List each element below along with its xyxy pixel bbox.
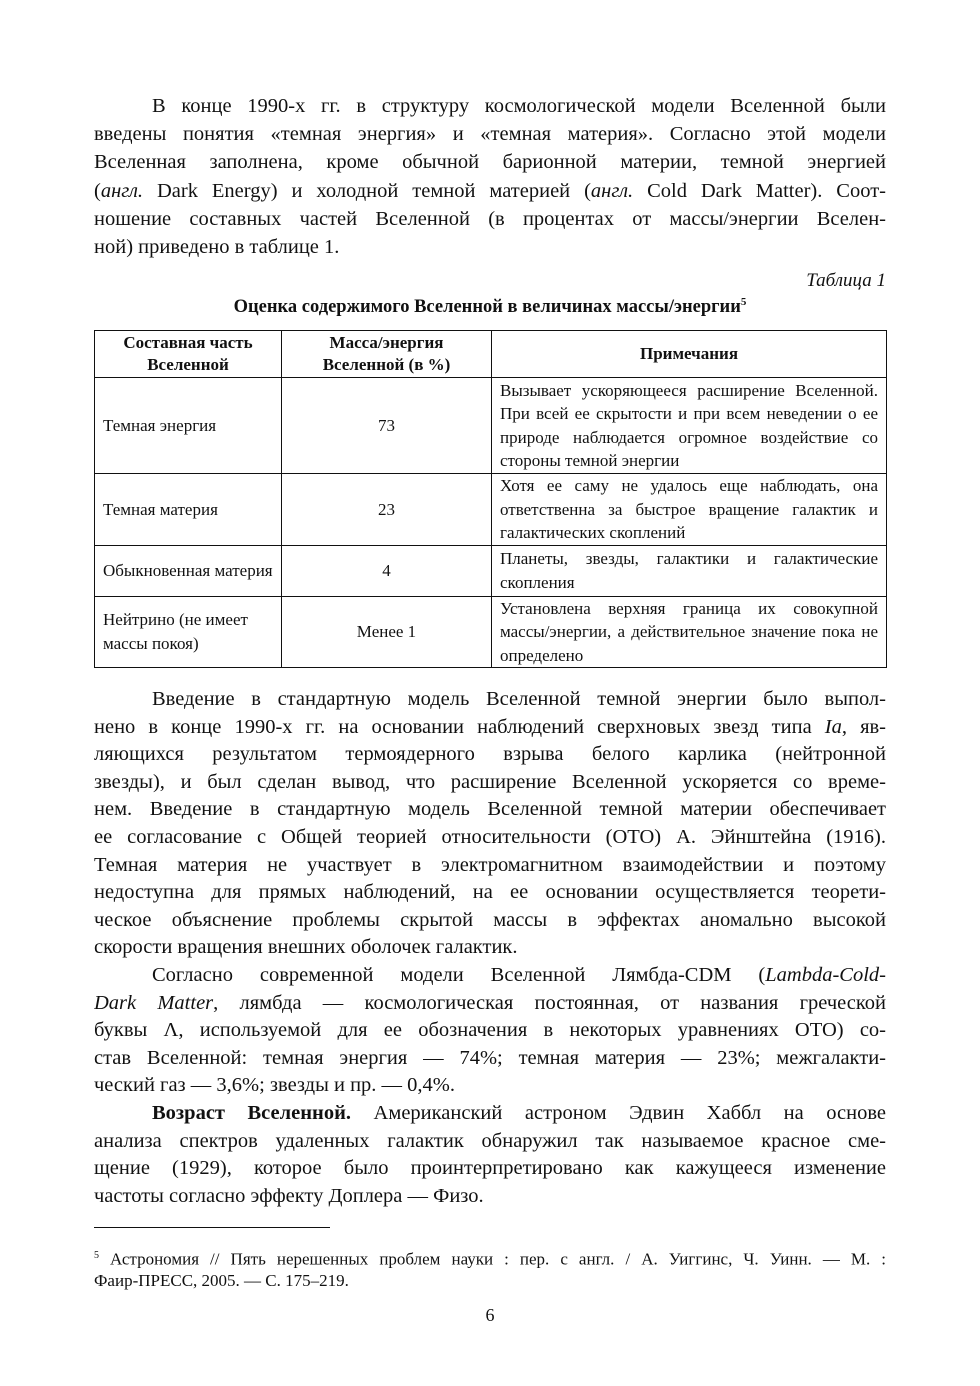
- cell-note: Установлена верхняя граница их совокупной массы/энергии, а действительное значение пока не определено: [492, 596, 887, 668]
- text-line: [94, 852, 886, 880]
- footnote: [94, 1244, 886, 1293]
- text-line: [94, 686, 886, 714]
- cell-value: 23: [282, 474, 492, 546]
- text-line: [94, 177, 886, 205]
- text-line: [94, 1128, 886, 1156]
- text-segment: ее согласование с Общей теорией относительности (ОТО) А. Эйнштейна (1916).: [94, 825, 886, 848]
- footnote-ref: 5: [740, 296, 747, 308]
- text-segment: ной) приведено в таблице 1.: [94, 235, 340, 258]
- text-line: [94, 1072, 886, 1100]
- text-line: [94, 741, 886, 769]
- footnote-line: Фаир-ПРЕСС, 2005. — С. 175–219.: [94, 1270, 349, 1290]
- italic-text: англ.: [590, 179, 634, 202]
- universe-composition-table: [94, 330, 887, 668]
- text-segment: буквы Λ, используемой для ее обозначения в некоторых уравнениях ОТО) со-: [94, 1019, 886, 1042]
- cell-value: 73: [282, 378, 492, 474]
- text-line: [94, 769, 886, 797]
- text-segment: звезды), и был сделан вывод, что расширение Вселенной ускоряется со време-: [94, 770, 886, 793]
- text-segment: нено в конце 1990-х гг. на основании наблюдений сверхновых звезд типа: [94, 715, 825, 738]
- cell-component: Обыкновенная материя: [95, 545, 282, 596]
- text-segment: Согласно современной модели Вселенной Лямбда-CDM (: [152, 964, 766, 986]
- footnote-text: Астрономия // Пять нерешенных проблем науки : пер. с англ. / А. Уиггинс, Ч. Уинн. — М. :: [99, 1249, 886, 1269]
- text-line: [94, 205, 886, 233]
- text-segment: ческое объяснение проблемы скрытой массы в эффектах аномально высокой: [94, 908, 886, 931]
- cell-component: Темная материя: [95, 474, 282, 546]
- paragraph-dark-energy: [94, 686, 886, 962]
- page-number: 6: [485, 1305, 495, 1325]
- cell-value: 4: [282, 545, 492, 596]
- text-segment: став Вселенной: темная энергия — 74%; темная материя — 23%; межгалакти-: [94, 1046, 886, 1069]
- text-line: [94, 907, 886, 935]
- table-header-row: [95, 331, 887, 378]
- header-value: Масса/энергия Вселенной (в %): [282, 331, 492, 378]
- table-title-text: Оценка содержимого Вселенной в величинах массы/энергии: [233, 297, 741, 318]
- paragraph-lambda-cdm: [94, 962, 886, 1100]
- cell-value: Менее 1: [282, 596, 492, 668]
- italic-text: Dark Matter: [94, 991, 214, 1014]
- text-line: [94, 148, 886, 176]
- text-segment: Темная материя не участвует в электромагнитном взаимодействии и поэтому: [94, 853, 886, 876]
- text-segment: , яв-: [841, 715, 886, 738]
- text-segment: Вселенная заполнена, кроме обычной барионной материи, темной энергией: [94, 151, 886, 174]
- text-segment: ношение составных частей Вселенной (в процентах от массы/энергии Вселен-: [94, 207, 886, 230]
- table-title: [94, 296, 886, 318]
- text-line: [94, 714, 886, 742]
- text-segment: анализа спектров удаленных галактик обнаружил так называемое красное сме-: [94, 1129, 886, 1152]
- footnote-line: [94, 1244, 886, 1269]
- text-line: [94, 1155, 886, 1183]
- table-row: [95, 596, 887, 668]
- text-segment: Dark Energy) и холодной темной материей (: [143, 179, 591, 202]
- header-component: Составная часть Вселенной: [95, 331, 282, 378]
- text-line: [94, 824, 886, 852]
- text-segment: , лямбда — космологическая постоянная, от названия греческой: [213, 991, 886, 1014]
- text-segment: (: [94, 179, 101, 202]
- cell-note: Вызывает ускоряющееся расширение Вселенной. При всей ее скрытости и при всем неведении о ее природе наблюдается огромное воздействие со стороны темной энергии: [492, 378, 887, 474]
- text-line: [94, 233, 886, 261]
- text-line: [94, 962, 886, 990]
- italic-text: англ.: [100, 179, 144, 202]
- text-line: [94, 120, 886, 148]
- cell-component: Темная энергия: [95, 378, 282, 474]
- text-line: [94, 990, 886, 1018]
- text-line: [94, 1017, 886, 1045]
- text-line: [94, 934, 886, 962]
- text-segment: введены понятия «темная энергия» и «темная материя». Согласно этой модели: [94, 123, 886, 146]
- footnote-divider: [94, 1227, 330, 1228]
- cell-note: Планеты, звезды, галактики и галактические скопления: [492, 545, 887, 596]
- text-segment: щение (1929), которое было проинтерпретировано как кажущееся изменение: [94, 1157, 886, 1180]
- text-segment: скорости вращения внешних оболочек галактик.: [94, 936, 518, 959]
- text-segment: недоступна для прямых наблюдений, на ее основании осуществляется теорети-: [94, 881, 886, 904]
- header-notes: Примечания: [492, 331, 887, 378]
- bold-text: Возраст Вселенной.: [152, 1102, 352, 1124]
- paragraph-universe-age: [94, 1100, 886, 1210]
- text-segment: ляющихся результатом термоядерного взрыва белого карлика (нейтронной: [94, 743, 886, 766]
- table-row: [95, 474, 887, 546]
- table-row: [95, 378, 887, 474]
- text-segment: нем. Введение в стандартную модель Вселенной темной материи обеспечивает: [94, 798, 886, 821]
- cell-component: Нейтрино (не имеет массы покоя): [95, 596, 282, 668]
- text-line: [94, 796, 886, 824]
- text-line: [94, 1100, 886, 1128]
- italic-text: Ia: [824, 715, 842, 738]
- table-caption: Таблица 1: [806, 270, 886, 291]
- text-line: [94, 1045, 886, 1073]
- text-segment: Американский астроном Эдвин Хаббл на основе: [351, 1102, 886, 1124]
- text-segment: ческий газ — 3,6%; звезды и пр. — 0,4%.: [94, 1074, 456, 1097]
- text-segment: частоты согласно эффекту Доплера — Физо.: [94, 1184, 484, 1207]
- paragraph-intro: [94, 92, 886, 261]
- text-line: [94, 92, 886, 120]
- footnote-mark: 5: [94, 1250, 99, 1261]
- text-line: [94, 879, 886, 907]
- text-segment: Введение в стандартную модель Вселенной темной энергии было выпол-: [152, 688, 886, 710]
- text-segment: Cold Dark Matter). Соот-: [633, 179, 886, 202]
- cell-note: Хотя ее саму не удалось еще наблюдать, она ответственна за быстрое вращение галактик и галактических скоплений: [492, 474, 887, 546]
- italic-text: Lambda-Cold-: [765, 964, 886, 986]
- table-row: [95, 545, 887, 596]
- text-line: [94, 1183, 886, 1211]
- text-segment: В конце 1990-х гг. в структуру космологической модели Вселенной были: [152, 95, 886, 117]
